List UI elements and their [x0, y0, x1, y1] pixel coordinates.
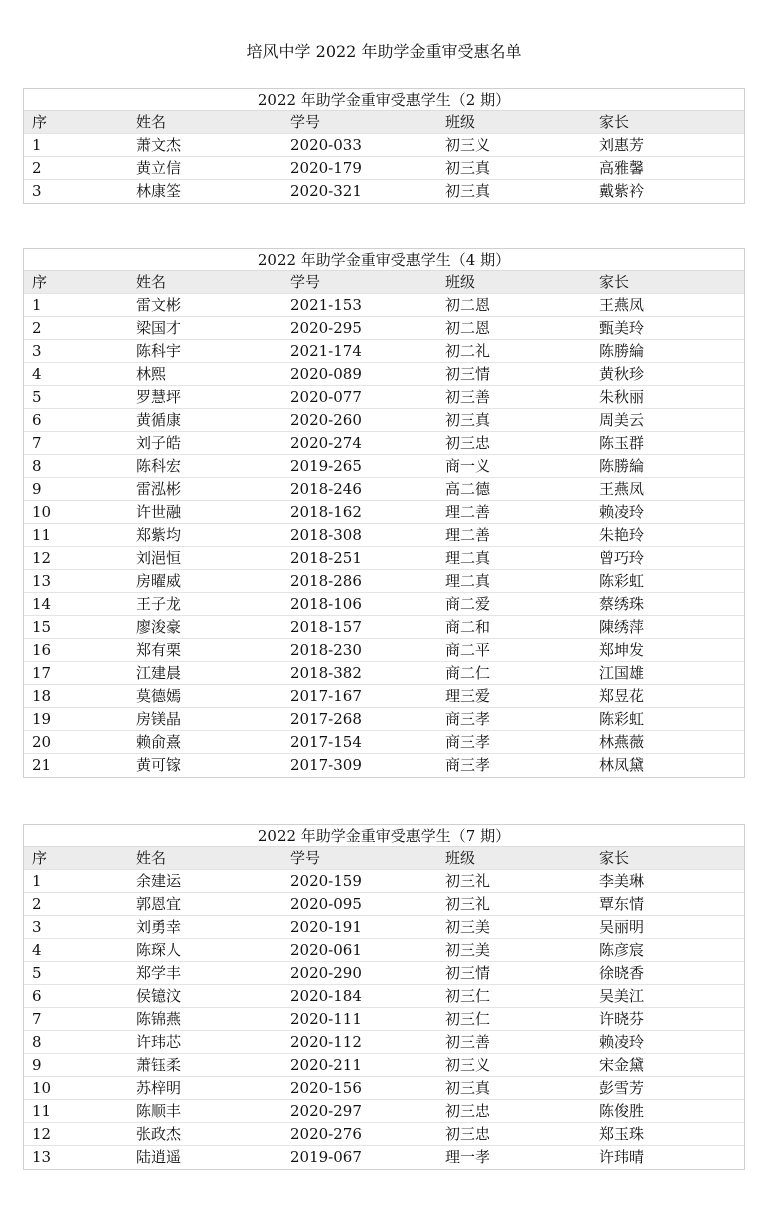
column-header: 序 [32, 113, 48, 131]
table-cell: 理一孝 [445, 1148, 491, 1166]
column-header: 学号 [290, 273, 321, 291]
table-cell: 初三忠 [445, 1125, 491, 1143]
table-cell: 16 [32, 641, 52, 659]
table-cell: 商二和 [445, 618, 491, 636]
table-cell: 宋金黛 [599, 1056, 645, 1074]
table-title: 2022 年助学金重审受惠学生（4 期） [24, 249, 744, 271]
table-cell: 2018-230 [290, 641, 362, 659]
table-cell: 刘惠芳 [599, 136, 645, 154]
table-cell: 1 [32, 136, 42, 154]
table-cell: 陈俊胜 [599, 1102, 645, 1120]
table-cell: 3 [32, 918, 42, 936]
table-cell: 初三忠 [445, 434, 491, 452]
table-cell: 郑玉珠 [599, 1125, 645, 1143]
table-cell: 商三孝 [445, 710, 491, 728]
table-header-row [24, 271, 744, 294]
column-header: 学号 [290, 849, 321, 867]
table-cell: 理三爱 [445, 687, 491, 705]
table-cell: 4 [32, 941, 42, 959]
table-cell: 初三真 [445, 159, 491, 177]
table-cell: 2020-297 [290, 1102, 362, 1120]
table-cell: 徐晓香 [599, 964, 645, 982]
table-header-row [24, 847, 744, 870]
table-cell: 陳绣萍 [599, 618, 645, 636]
table-cell: 理二真 [445, 549, 491, 567]
table-row [24, 662, 744, 685]
table-row [24, 870, 744, 893]
table-cell: 商二仁 [445, 664, 491, 682]
table-row [24, 1123, 744, 1146]
table-cell: 陈彦宸 [599, 941, 645, 959]
table-cell: 周美云 [599, 411, 645, 429]
table-cell: 7 [32, 1010, 42, 1028]
table-cell: 初三情 [445, 365, 491, 383]
column-header: 班级 [445, 113, 476, 131]
table-row [24, 363, 744, 386]
table-cell: 王燕凤 [599, 296, 645, 314]
table-row [24, 1077, 744, 1100]
table-row [24, 134, 744, 157]
table-row [24, 180, 744, 203]
table-cell: 2020-191 [290, 918, 362, 936]
table-header-row [24, 111, 744, 134]
table-cell: 陈勝綸 [599, 457, 645, 475]
table-cell: 梁国才 [136, 319, 182, 337]
table-cell: 2019-067 [290, 1148, 362, 1166]
table-cell: 2021-153 [290, 296, 362, 314]
table-row [24, 754, 744, 777]
table-cell: 商三孝 [445, 733, 491, 751]
column-header: 姓名 [136, 273, 167, 291]
table-cell: 初三礼 [445, 895, 491, 913]
table-cell: 陆逍遥 [136, 1148, 182, 1166]
table-cell: 2020-321 [290, 182, 362, 200]
table-cell: 6 [32, 411, 42, 429]
table-cell: 初三礼 [445, 872, 491, 890]
table-cell: 初三美 [445, 941, 491, 959]
table-cell: 初三义 [445, 1056, 491, 1074]
column-header: 学号 [290, 113, 321, 131]
table-row [24, 685, 744, 708]
table-cell: 12 [32, 1125, 52, 1143]
column-header: 家长 [599, 849, 630, 867]
table-row [24, 570, 744, 593]
table-cell: 黄循康 [136, 411, 182, 429]
column-header: 家长 [599, 273, 630, 291]
table-row [24, 409, 744, 432]
table-cell: 初二恩 [445, 319, 491, 337]
table-cell: 2017-167 [290, 687, 362, 705]
table-cell: 郑有栗 [136, 641, 182, 659]
table-period-2 [23, 88, 745, 204]
table-cell: 刘勇幸 [136, 918, 182, 936]
table-period-7 [23, 824, 745, 1170]
table-row [24, 1100, 744, 1123]
table-cell: 21 [32, 756, 52, 774]
table-cell: 黄秋珍 [599, 365, 645, 383]
table-cell: 雷文彬 [136, 296, 182, 314]
table-cell: 李美琳 [599, 872, 645, 890]
table-cell: 萧钰柔 [136, 1056, 182, 1074]
table-cell: 陈科宇 [136, 342, 182, 360]
table-cell: 2017-268 [290, 710, 362, 728]
table-cell: 蔡绣珠 [599, 595, 645, 613]
table-cell: 林凤黛 [599, 756, 645, 774]
table-cell: 王燕凤 [599, 480, 645, 498]
column-header: 姓名 [136, 849, 167, 867]
table-cell: 余建运 [136, 872, 182, 890]
table-cell: 18 [32, 687, 52, 705]
table-cell: 吴美江 [599, 987, 645, 1005]
table-cell: 刘子皓 [136, 434, 182, 452]
table-cell: 商二平 [445, 641, 491, 659]
table-row [24, 1031, 744, 1054]
table-cell: 朱艳玲 [599, 526, 645, 544]
table-cell: 2020-260 [290, 411, 362, 429]
table-cell: 初三美 [445, 918, 491, 936]
column-header: 序 [32, 849, 48, 867]
table-cell: 初三真 [445, 182, 491, 200]
table-cell: 2020-156 [290, 1079, 362, 1097]
table-cell: 黄可镓 [136, 756, 182, 774]
table-cell: 9 [32, 480, 42, 498]
table-cell: 2020-276 [290, 1125, 362, 1143]
table-cell: 2018-382 [290, 664, 362, 682]
table-cell: 12 [32, 549, 52, 567]
table-cell: 2020-111 [290, 1010, 362, 1028]
table-cell: 陈锦燕 [136, 1010, 182, 1028]
table-cell: 初三忠 [445, 1102, 491, 1120]
table-cell: 6 [32, 987, 42, 1005]
table-cell: 郭恩宜 [136, 895, 182, 913]
table-cell: 高雅馨 [599, 159, 645, 177]
table-cell: 理二真 [445, 572, 491, 590]
table-row [24, 1146, 744, 1169]
table-cell: 彭雪芳 [599, 1079, 645, 1097]
table-cell: 初三善 [445, 1033, 491, 1051]
table-row [24, 157, 744, 180]
table-cell: 2020-112 [290, 1033, 362, 1051]
table-cell: 陈彩虹 [599, 572, 645, 590]
table-cell: 初三真 [445, 1079, 491, 1097]
table-cell: 13 [32, 572, 52, 590]
table-row [24, 478, 744, 501]
table-cell: 萧文杰 [136, 136, 182, 154]
table-cell: 初二恩 [445, 296, 491, 314]
table-cell: 2018-106 [290, 595, 362, 613]
table-cell: 廖浚豪 [136, 618, 182, 636]
table-row [24, 1008, 744, 1031]
table-cell: 苏梓明 [136, 1079, 182, 1097]
table-cell: 11 [32, 1102, 52, 1120]
table-cell: 11 [32, 526, 52, 544]
table-cell: 2020-184 [290, 987, 362, 1005]
table-row [24, 547, 744, 570]
table-cell: 曾巧玲 [599, 549, 645, 567]
table-cell: 许世融 [136, 503, 182, 521]
table-cell: 理二善 [445, 526, 491, 544]
table-cell: 赖凌玲 [599, 503, 645, 521]
table-cell: 初三善 [445, 388, 491, 406]
table-cell: 侯镱汶 [136, 987, 182, 1005]
table-cell: 2018-251 [290, 549, 362, 567]
table-cell: 2018-286 [290, 572, 362, 590]
table-period-4 [23, 248, 745, 778]
page-title: 培风中学 2022 年助学金重审受惠名单 [246, 42, 522, 61]
table-cell: 15 [32, 618, 52, 636]
table-cell: 2020-295 [290, 319, 362, 337]
table-cell: 2019-265 [290, 457, 362, 475]
table-cell: 林康筌 [136, 182, 182, 200]
table-cell: 8 [32, 1033, 42, 1051]
table-cell: 刘浥恒 [136, 549, 182, 567]
table-cell: 初三仁 [445, 987, 491, 1005]
table-cell: 19 [32, 710, 52, 728]
table-cell: 黄立信 [136, 159, 182, 177]
table-title: 2022 年助学金重审受惠学生（7 期） [24, 825, 744, 847]
table-cell: 王子龙 [136, 595, 182, 613]
table-row [24, 985, 744, 1008]
table-cell: 5 [32, 388, 42, 406]
table-cell: 戴紫衿 [599, 182, 645, 200]
table-cell: 罗慧坪 [136, 388, 182, 406]
column-header: 家长 [599, 113, 630, 131]
table-cell: 3 [32, 342, 42, 360]
table-row [24, 616, 744, 639]
table-row [24, 294, 744, 317]
table-cell: 郑学丰 [136, 964, 182, 982]
table-cell: 陈勝綸 [599, 342, 645, 360]
table-cell: 2018-157 [290, 618, 362, 636]
table-cell: 许玮晴 [599, 1148, 645, 1166]
table-cell: 江建晨 [136, 664, 182, 682]
table-cell: 甄美玲 [599, 319, 645, 337]
table-cell: 17 [32, 664, 52, 682]
table-cell: 商一义 [445, 457, 491, 475]
table-cell: 郑昱花 [599, 687, 645, 705]
table-row [24, 1054, 744, 1077]
table-cell: 2021-174 [290, 342, 362, 360]
table-cell: 商二爱 [445, 595, 491, 613]
table-row [24, 501, 744, 524]
table-cell: 3 [32, 182, 42, 200]
table-cell: 9 [32, 1056, 42, 1074]
table-row [24, 593, 744, 616]
table-title: 2022 年助学金重审受惠学生（2 期） [24, 89, 744, 111]
table-cell: 郑坤发 [599, 641, 645, 659]
table-cell: 2020-179 [290, 159, 362, 177]
table-row [24, 939, 744, 962]
table-cell: 陈顺丰 [136, 1102, 182, 1120]
table-cell: 2017-309 [290, 756, 362, 774]
table-cell: 2 [32, 159, 42, 177]
table-cell: 2020-290 [290, 964, 362, 982]
table-cell: 许玮芯 [136, 1033, 182, 1051]
table-cell: 理二善 [445, 503, 491, 521]
table-cell: 初三真 [445, 411, 491, 429]
table-cell: 2018-308 [290, 526, 362, 544]
table-cell: 陈琛人 [136, 941, 182, 959]
table-row [24, 432, 744, 455]
table-cell: 8 [32, 457, 42, 475]
table-cell: 2020-089 [290, 365, 362, 383]
table-cell: 覃东情 [599, 895, 645, 913]
table-cell: 初三仁 [445, 1010, 491, 1028]
table-cell: 2020-274 [290, 434, 362, 452]
table-cell: 1 [32, 872, 42, 890]
table-cell: 初二礼 [445, 342, 491, 360]
table-cell: 吴丽明 [599, 918, 645, 936]
table-cell: 江国雄 [599, 664, 645, 682]
table-cell: 2 [32, 895, 42, 913]
table-row [24, 524, 744, 547]
table-cell: 陈彩虹 [599, 710, 645, 728]
table-row [24, 340, 744, 363]
table-cell: 莫德嫣 [136, 687, 182, 705]
column-header: 班级 [445, 273, 476, 291]
table-cell: 初三情 [445, 964, 491, 982]
table-cell: 林熙 [136, 365, 167, 383]
table-cell: 5 [32, 964, 42, 982]
table-cell: 2020-211 [290, 1056, 362, 1074]
table-cell: 赖俞熹 [136, 733, 182, 751]
table-cell: 赖凌玲 [599, 1033, 645, 1051]
column-header: 姓名 [136, 113, 167, 131]
table-cell: 初三义 [445, 136, 491, 154]
table-cell: 房曜威 [136, 572, 182, 590]
table-cell: 2 [32, 319, 42, 337]
table-cell: 13 [32, 1148, 52, 1166]
table-cell: 20 [32, 733, 52, 751]
table-row [24, 893, 744, 916]
table-cell: 林燕薇 [599, 733, 645, 751]
table-cell: 2020-159 [290, 872, 362, 890]
table-row [24, 455, 744, 478]
table-cell: 陈科宏 [136, 457, 182, 475]
table-cell: 2018-246 [290, 480, 362, 498]
table-cell: 2020-077 [290, 388, 362, 406]
table-cell: 许晓芬 [599, 1010, 645, 1028]
table-cell: 商三孝 [445, 756, 491, 774]
table-cell: 房镁晶 [136, 710, 182, 728]
table-cell: 1 [32, 296, 42, 314]
table-row [24, 962, 744, 985]
table-row [24, 639, 744, 662]
table-cell: 张政杰 [136, 1125, 182, 1143]
table-cell: 2020-033 [290, 136, 362, 154]
table-row [24, 916, 744, 939]
table-cell: 2020-095 [290, 895, 362, 913]
table-cell: 雷泓彬 [136, 480, 182, 498]
table-cell: 郑紫均 [136, 526, 182, 544]
table-cell: 14 [32, 595, 52, 613]
table-row [24, 708, 744, 731]
table-cell: 2020-061 [290, 941, 362, 959]
table-cell: 10 [32, 503, 52, 521]
column-header: 班级 [445, 849, 476, 867]
table-cell: 2018-162 [290, 503, 362, 521]
table-cell: 高二德 [445, 480, 491, 498]
table-cell: 朱秋丽 [599, 388, 645, 406]
table-cell: 7 [32, 434, 42, 452]
table-row [24, 386, 744, 409]
table-row [24, 731, 744, 754]
table-row [24, 317, 744, 340]
table-cell: 陈玉群 [599, 434, 645, 452]
table-cell: 10 [32, 1079, 52, 1097]
column-header: 序 [32, 273, 48, 291]
table-cell: 4 [32, 365, 42, 383]
table-cell: 2017-154 [290, 733, 362, 751]
